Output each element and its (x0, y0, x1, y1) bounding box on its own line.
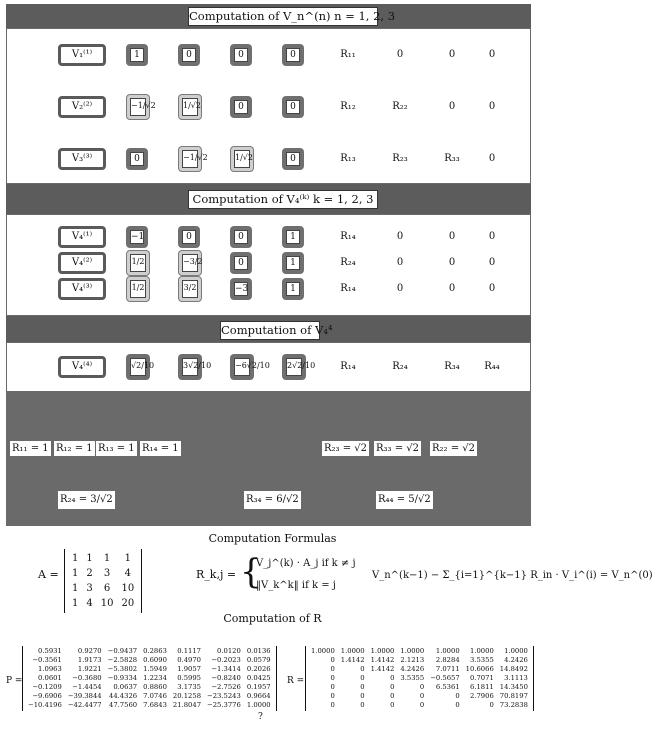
matrix-cell: 1 (124, 553, 132, 564)
matrix-cell: 1.4142 (340, 656, 365, 664)
result-label: R₂₄ = 3/√2 (58, 491, 115, 509)
v-label-box[interactable]: V₃⁽³⁾ (58, 148, 106, 170)
matrix-cell: 1 (86, 553, 93, 564)
matrix-cell: −2.7526 (211, 683, 241, 691)
vector-cell-value: 0 (234, 256, 248, 270)
vector-cell (282, 44, 304, 66)
r-coefficient: 0 (488, 101, 496, 112)
matrix-cell: 0.5931 (38, 647, 62, 655)
matrix-cell: 0.0579 (246, 656, 271, 664)
matrix-cell: 0 (360, 683, 365, 691)
vector-cell-value: 0 (234, 100, 248, 114)
r-coefficient: R₁₂ (340, 101, 356, 112)
vector-cell-value: 0 (286, 48, 300, 62)
vector-cell (230, 226, 252, 248)
r-coefficient: 0 (488, 231, 496, 242)
matrix-cell: 0.2026 (246, 665, 271, 673)
matrix-cell: 3.1735 (177, 683, 202, 691)
matrix-cell: 0.6090 (143, 656, 167, 664)
vector-cell-value: 0 (182, 48, 196, 62)
matrix-cell: −2.5828 (107, 656, 138, 664)
matrix-cell: 2.8284 (435, 656, 460, 664)
matrix-cell: 0.1957 (246, 683, 271, 691)
matrix-cell: 1.9173 (77, 656, 102, 664)
vector-cell (230, 44, 252, 66)
vector-cell-value: 0 (286, 152, 300, 166)
matrix-cell: 1 (72, 598, 79, 609)
r-coefficient: R₁₄ (340, 283, 356, 294)
vector-cell-value: 1 (286, 256, 300, 270)
vector-cell-value: 0 (182, 230, 196, 244)
matrix-cell: 1.4142 (370, 656, 395, 664)
matrix-cell: 0 (330, 674, 335, 682)
vector-cell-value: 0 (234, 48, 248, 62)
vector-cell-value: 1 (130, 48, 144, 62)
matrix-cell: 7.0711 (435, 665, 460, 673)
r-coefficient: 0 (396, 283, 404, 294)
matrix-cell: 14.3450 (499, 683, 528, 691)
matrix-cell: 0 (330, 683, 335, 691)
matrix-cell: 3 (103, 568, 111, 579)
matrix-cell: 0 (330, 656, 335, 664)
r-coefficient: R₂₄ (392, 361, 408, 372)
vector-cell (126, 354, 155, 380)
section1-title: Computation of V_n^(n) n = 1, 2, 3 (188, 7, 378, 26)
matrix-cell: −0.5657 (430, 674, 460, 682)
matrix-cell: −0.9437 (107, 647, 138, 655)
r-coefficient: 0 (396, 257, 404, 268)
matrix-cell: 6.5361 (435, 683, 460, 691)
computation-r-heading: Computation of R (223, 612, 322, 625)
matrix-cell: 0 (390, 674, 395, 682)
a-label: A = (38, 568, 59, 581)
matrix-cell: 1.0000 (311, 647, 335, 655)
vector-cell (230, 146, 254, 172)
matrix-cell: 4 (86, 598, 93, 609)
matrix-cell: 1.5949 (143, 665, 167, 673)
r-coefficient: R₄₄ (484, 361, 500, 372)
matrix-cell: 73.2838 (499, 701, 528, 709)
matrix-cell: 1 (72, 553, 79, 564)
matrix-cell: 0 (419, 683, 425, 691)
result-label: R₃₃ = √2 (376, 443, 420, 454)
matrix-cell: 0 (390, 683, 395, 691)
result-label: R₂₃ = √2 (324, 443, 368, 454)
matrix-cell: 0 (390, 701, 395, 709)
matrix-cell: 14.8492 (499, 665, 528, 673)
vector-cell-value: −3/2 (182, 254, 198, 272)
matrix-cell: −23.5243 (207, 692, 241, 700)
rkj-brace: { (240, 552, 262, 592)
vector-cell (282, 96, 304, 118)
r-matrix (305, 646, 534, 711)
matrix-cell: −1.4454 (72, 683, 102, 691)
result-label: R₂₂ = √2 (432, 443, 476, 454)
vector-cell (178, 94, 202, 120)
vector-cell-value: 0 (234, 230, 248, 244)
matrix-cell: 1.0000 (435, 647, 460, 655)
matrix-cell: 0 (360, 665, 365, 673)
vector-cell (126, 226, 148, 248)
matrix-cell: 6.1811 (469, 683, 494, 691)
r-coefficient: 0 (488, 283, 496, 294)
matrix-cell: 0 (330, 692, 335, 700)
r-coefficient: 0 (448, 49, 456, 60)
r-coefficient: R₃₄ (444, 361, 460, 372)
vector-cell (230, 278, 252, 300)
matrix-cell: 3 (86, 583, 93, 594)
vector-cell-value: 1 (286, 282, 300, 296)
matrix-cell: −9.6906 (32, 692, 62, 700)
r-coefficient: 0 (448, 257, 456, 268)
r-coefficient: 0 (488, 257, 496, 268)
matrix-cell: 2 (86, 568, 93, 579)
p-matrix (22, 646, 277, 711)
vector-cell (126, 44, 148, 66)
r-coefficient: 0 (448, 283, 456, 294)
vector-cell-value: 1/√2 (182, 98, 198, 116)
matrix-cell: 0.2863 (143, 647, 167, 655)
matrix-cell: 1.0000 (340, 647, 365, 655)
vector-cell (178, 226, 200, 248)
formulas-heading: Computation Formulas (208, 532, 337, 545)
matrix-cell: 4.2426 (400, 665, 425, 673)
matrix-cell: −10.4196 (28, 701, 62, 709)
matrix-cell: 0 (419, 701, 425, 709)
r-coefficient: 0 (488, 49, 496, 60)
matrix-cell: 0 (419, 692, 425, 700)
v-label-box[interactable]: V₄⁽²⁾ (58, 252, 106, 274)
rkj-case2: ‖V_k^k‖ if k = j (256, 580, 336, 591)
vector-cell (178, 250, 202, 276)
matrix-cell: −1.3414 (211, 665, 241, 673)
matrix-cell: 0 (330, 701, 335, 709)
matrix-cell: 0.7071 (469, 674, 494, 682)
r-coefficient: 0 (396, 231, 404, 242)
v-label-box[interactable]: V₄⁽¹⁾ (58, 226, 106, 248)
vector-cell (178, 44, 200, 66)
matrix-cell: 7.6843 (143, 701, 167, 709)
matrix-cell: 0 (489, 701, 494, 709)
matrix-cell: 0 (455, 692, 460, 700)
matrix-cell: 0.0120 (217, 647, 241, 655)
vector-cell (230, 252, 252, 274)
r-coefficient: R₁₄ (340, 361, 356, 372)
matrix-cell: 3.5355 (400, 674, 425, 682)
matrix-cell: 0.0425 (246, 674, 271, 682)
vector-cell (126, 250, 150, 276)
vector-cell (282, 226, 304, 248)
matrix-cell: 7.0746 (143, 692, 167, 700)
matrix-cell: 2.1213 (400, 656, 425, 664)
vector-cell (230, 96, 252, 118)
vector-cell-value: √2/10 (130, 358, 146, 376)
matrix-cell: 0 (330, 665, 335, 673)
matrix-cell: 0 (360, 701, 365, 709)
matrix-cell: 3.1113 (504, 674, 528, 682)
vector-cell-value: 1/√2 (234, 150, 250, 168)
matrix-cell: 0 (360, 674, 365, 682)
matrix-cell: 4.2426 (504, 656, 528, 664)
section3-title: Computation of V₄⁴ (220, 321, 320, 340)
vector-cell (282, 148, 304, 170)
vector-cell (126, 276, 150, 302)
matrix-cell: 10 (100, 598, 114, 609)
vector-cell (230, 354, 270, 380)
matrix-cell: 0 (360, 692, 365, 700)
matrix-cell: −39.3844 (67, 692, 102, 700)
matrix-cell: 47.7560 (109, 701, 138, 709)
matrix-cell: 2.7906 (469, 692, 494, 700)
vector-cell (178, 354, 212, 380)
vector-cell-value: −1/√2 (182, 150, 198, 168)
matrix-cell: 10 (121, 583, 135, 594)
matrix-cell: 0.0601 (38, 674, 62, 682)
result-label: R₁₄ = 1 (142, 443, 179, 454)
recursion-formula: V_n^(k−1) − Σ_{i=1}^{k−1} R_in · V_i^(i) = V_n^(0) (372, 570, 653, 581)
matrix-cell: 1 (72, 583, 79, 594)
matrix-cell: 0.1117 (177, 647, 202, 655)
vector-cell (126, 148, 148, 170)
result-label: R₄₄ = 5/√2 (376, 491, 433, 509)
v-label-box[interactable]: V₄⁽⁴⁾ (58, 356, 106, 378)
matrix-cell: 0.0136 (246, 647, 271, 655)
r-coefficient: 0 (396, 49, 404, 60)
matrix-cell: −0.3561 (32, 656, 62, 664)
matrix-cell: 1.0000 (504, 647, 528, 655)
r-coefficient: R₁₃ (340, 153, 356, 164)
r-coefficient: R₁₁ (340, 49, 356, 60)
matrix-cell: −5.3802 (107, 665, 138, 673)
matrix-cell: 0.0637 (113, 683, 138, 691)
vector-cell (178, 276, 202, 302)
v-label-box[interactable]: V₂⁽²⁾ (58, 96, 106, 118)
matrix-cell: 70.8197 (499, 692, 528, 700)
matrix-cell: 1.0000 (400, 647, 425, 655)
result-label: R₃₄ = 6/√2 (244, 491, 301, 509)
v-label-box[interactable]: V₁⁽¹⁾ (58, 44, 106, 66)
vector-cell-value: −1 (131, 232, 145, 242)
vector-cell-value: 3/2 (182, 280, 198, 298)
matrix-cell: 0.5995 (177, 674, 202, 682)
result-label: R₁₁ = 1 (12, 443, 49, 454)
vector-cell-value: 3√2/10 (182, 358, 198, 376)
matrix-cell: 3.5355 (469, 656, 494, 664)
r-coefficient: R₂₂ (392, 101, 408, 112)
matrix-cell: 1.0963 (38, 665, 62, 673)
r-coefficient: 0 (448, 231, 456, 242)
matrix-cell: 20.1258 (172, 692, 202, 700)
vector-cell (126, 94, 156, 120)
vector-cell-value: 1/2 (130, 254, 146, 272)
matrix-cell: 4 (124, 568, 132, 579)
matrix-cell: 0 (390, 692, 395, 700)
matrix-cell: −0.9334 (107, 674, 138, 682)
vector-cell (282, 252, 304, 274)
matrix-cell: 0.9664 (246, 692, 271, 700)
r-coefficient: R₂₃ (392, 153, 408, 164)
matrix-cell: 44.4326 (109, 692, 138, 700)
matrix-cell: 0.4970 (177, 656, 202, 664)
matrix-cell: 6 (103, 583, 111, 594)
r-coefficient: 0 (448, 101, 456, 112)
matrix-cell: 1.0000 (246, 701, 271, 709)
matrix-cell: 20 (121, 598, 135, 609)
matrix-cell: −0.1209 (32, 683, 62, 691)
vector-cell-value: 1 (286, 230, 300, 244)
vector-cell (282, 278, 304, 300)
r-coefficient: R₃₃ (444, 153, 460, 164)
r-coefficient: 0 (488, 153, 496, 164)
rkj-label: R_k,j = (196, 568, 237, 581)
matrix-cell: 0.9270 (77, 647, 102, 655)
matrix-cell: −0.2023 (211, 656, 241, 664)
r-coefficient: R₁₄ (340, 231, 356, 242)
vector-cell-value: −1/√2 (130, 98, 146, 116)
footer-mark: ? (258, 712, 263, 722)
matrix-cell: 1.9057 (177, 665, 202, 673)
vector-cell (282, 354, 316, 380)
a-matrix (64, 549, 142, 613)
rkj-case1: V_j^(k) · A_j if k ≠ j (256, 558, 356, 569)
matrix-cell: 1.0000 (370, 647, 395, 655)
vector-cell-value: −6√2/10 (234, 358, 250, 376)
vector-cell (178, 146, 208, 172)
matrix-cell: 0.8860 (143, 683, 167, 691)
vector-cell-value: 0 (130, 152, 144, 166)
matrix-cell: 0 (455, 701, 460, 709)
r-coefficient: R₂₄ (340, 257, 356, 268)
matrix-cell: 1.4142 (370, 665, 395, 673)
matrix-cell: 1.0000 (469, 647, 494, 655)
section2-title: Computation of V₄⁽ᵏ⁾ k = 1, 2, 3 (188, 190, 378, 209)
matrix-cell: 1.9221 (77, 665, 102, 673)
matrix-cell: 10.6066 (465, 665, 494, 673)
matrix-cell: 1 (72, 568, 79, 579)
matrix-cell: −0.8240 (211, 674, 241, 682)
result-label: R₁₃ = 1 (98, 443, 135, 454)
r-label: R = (287, 676, 305, 686)
matrix-cell: −25.3776 (207, 701, 241, 709)
matrix-cell: −0.3680 (72, 674, 102, 682)
result-label: R₁₂ = 1 (56, 443, 93, 454)
p-label: P = (6, 676, 23, 686)
vector-cell-value: 2√2/10 (286, 358, 302, 376)
matrix-cell: 1.2234 (143, 674, 167, 682)
vector-cell-value: −3 (235, 284, 249, 294)
matrix-cell: 21.8047 (172, 701, 202, 709)
vector-cell-value: 0 (286, 100, 300, 114)
matrix-cell: 1 (103, 553, 111, 564)
vector-cell-value: 1/2 (130, 280, 146, 298)
matrix-cell: −42.4477 (67, 701, 102, 709)
v-label-box[interactable]: V₄⁽³⁾ (58, 278, 106, 300)
